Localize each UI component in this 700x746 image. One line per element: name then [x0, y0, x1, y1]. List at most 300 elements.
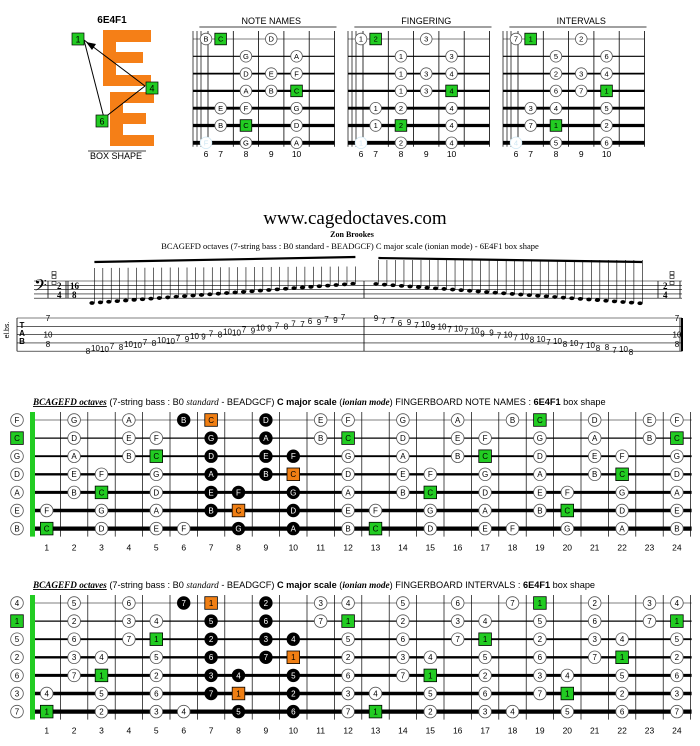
mini-note-label: C: [243, 121, 249, 131]
tab-number: 8: [529, 335, 535, 345]
board-fret-number: 15: [425, 542, 436, 553]
board-note-label: F: [510, 524, 515, 534]
board-note-label: 3: [537, 671, 543, 681]
site-title: www.cagedoctaves.com: [263, 208, 447, 229]
mini-note-label: F: [243, 103, 249, 113]
board-note-label: C: [537, 415, 543, 425]
mini-note-label: 6: [604, 138, 609, 148]
mini-note-label: E: [268, 69, 274, 79]
score-note: [476, 290, 481, 294]
board-note-label: F: [153, 433, 159, 443]
tab-chord-end: 7: [674, 314, 680, 323]
board-note-label: 1: [373, 707, 378, 717]
board-note-label: 1: [208, 598, 214, 608]
board-note-label: E: [537, 488, 543, 498]
score-note: [637, 301, 642, 305]
score-note: [199, 293, 204, 297]
board-note-label: D: [400, 433, 406, 443]
board-fret-number: 21: [589, 725, 600, 736]
score-note: [174, 295, 179, 299]
shape-e-top-bar: [103, 30, 151, 42]
tab-number: 9: [489, 328, 494, 338]
board-note-label: A: [126, 415, 132, 425]
score-note: [544, 295, 549, 299]
box-shape-panel: [72, 15, 158, 161]
score-note: [350, 282, 355, 286]
board-nut: [30, 412, 35, 537]
board-fret-number: 4: [126, 542, 132, 553]
board-note-label: B: [455, 452, 461, 462]
score-note: [216, 292, 221, 296]
time-sig-bottom: 4: [57, 290, 62, 300]
score-note: [450, 288, 455, 292]
board-note-label: 3: [455, 616, 460, 626]
board-note-label: E: [592, 452, 598, 462]
mini-note-label: 1: [358, 138, 364, 148]
mini-fret-number: 8: [398, 149, 404, 159]
mini-note-label: C: [293, 86, 300, 96]
mini-note-label: C: [217, 34, 224, 44]
tab-number: 7: [300, 320, 305, 330]
board-note-label: A: [619, 524, 625, 534]
board-fret-number: 8: [236, 725, 241, 736]
tab-number: 10: [166, 336, 175, 346]
board-note-label: 1: [345, 616, 351, 626]
tab-number: 8: [562, 339, 568, 349]
board-fret-number: 1: [44, 542, 50, 553]
board-note-label: A: [290, 524, 296, 534]
tab-number: 10: [157, 335, 166, 345]
board-note-label: 4: [510, 707, 515, 717]
mini-note-label: 4: [513, 138, 519, 148]
score-note: [493, 291, 498, 295]
board-fret-number: 21: [589, 542, 600, 553]
board-note-label: 3: [154, 707, 159, 717]
board-note-label: 7: [592, 653, 597, 663]
board-fret-number: 16: [452, 542, 463, 553]
tab-number: 7: [414, 321, 419, 331]
board-open-label: 3: [14, 689, 20, 699]
board-note-label: 1: [674, 616, 680, 626]
mini-fret-number: 8: [243, 149, 249, 159]
mini-fret-number: 7: [218, 149, 224, 159]
shape-arrowhead: [86, 42, 96, 50]
board-fret-number: 14: [398, 725, 408, 736]
board-fret-number: 13: [370, 542, 381, 553]
tab-number: 8: [85, 347, 91, 357]
board-title-part: BCAGEFD octaves: [33, 580, 107, 590]
board-fret-number: 17: [480, 725, 490, 736]
mini-note-label: A: [294, 52, 300, 61]
board-note-label: 2: [482, 671, 488, 681]
board-note-label: 1: [291, 653, 296, 663]
tab-number: 7: [546, 337, 551, 347]
board-fret-number: 24: [672, 725, 682, 736]
shape-name: 6E4F1: [97, 15, 127, 26]
board-open-label: D: [14, 470, 20, 480]
score-author: Zon Brookes: [330, 230, 374, 239]
board-note-label: 6: [126, 598, 132, 608]
board-note-label: B: [537, 506, 543, 516]
score-note: [140, 297, 145, 301]
mini-note-label: 3: [528, 103, 533, 113]
board-title-part: 6E4F1: [523, 580, 551, 590]
tab-number: 10: [124, 340, 133, 350]
score-note: [586, 298, 591, 302]
board-note-label: E: [674, 506, 680, 516]
tab-number: 8: [628, 348, 634, 358]
mini-note-label: 4: [449, 138, 454, 148]
board-note-label: E: [263, 452, 269, 462]
board-note-label: C: [98, 488, 105, 498]
score-note: [603, 299, 608, 303]
board-note-label: D: [153, 488, 160, 498]
board-note-label: 5: [291, 671, 296, 681]
board-note-label: G: [618, 488, 626, 498]
board-note-label: 1: [99, 671, 104, 681]
board-note-label: 5: [674, 635, 680, 645]
score-note: [291, 286, 296, 290]
mini-note-label: 5: [553, 138, 559, 148]
tab-number: 7: [241, 325, 247, 335]
board-title-part: 6E4F1: [533, 397, 561, 407]
score-note: [484, 290, 489, 294]
board-fret-number: 12: [343, 542, 353, 553]
tab-number: 7: [324, 315, 329, 325]
board-note-label: E: [400, 470, 406, 480]
board-note-label: 1: [154, 635, 159, 645]
score-note: [629, 301, 634, 305]
board-fret-number: 2: [71, 725, 77, 736]
score-beam: [378, 258, 642, 262]
tab-number: 10: [256, 323, 265, 333]
tab-number: 10: [586, 340, 595, 350]
mini-fret-number: 10: [601, 149, 612, 159]
mini-note-label: 1: [528, 34, 533, 44]
mini-note-label: 2: [398, 121, 404, 131]
board-title-part: (7-string bass : B0: [106, 580, 187, 590]
board-fret-number: 4: [126, 725, 132, 736]
board-note-label: 4: [99, 653, 104, 663]
board-note-label: F: [619, 452, 625, 462]
tab-number: 10: [190, 331, 199, 341]
mini-fret-number: 7: [373, 149, 379, 159]
board-note-label: 7: [510, 598, 515, 608]
board-fret-number: 18: [507, 725, 518, 736]
board-fret-number: 13: [370, 725, 381, 736]
board-fret-number: 19: [535, 725, 545, 736]
mini-note-label: 1: [553, 121, 559, 131]
board-note-label: 7: [181, 598, 186, 608]
tab-chord-end: 8: [674, 339, 680, 349]
board-note-label: 3: [71, 653, 77, 663]
board-note-label: 2: [674, 653, 680, 663]
board-note-label: B: [646, 433, 653, 443]
tab-number: 7: [612, 346, 617, 356]
board-title-part: standard: [186, 580, 219, 590]
score-note: [373, 282, 378, 286]
board-note-label: D: [290, 506, 297, 516]
mini-note-label: G: [293, 103, 300, 113]
board-note-label: F: [290, 452, 296, 462]
board-fret-number: 20: [562, 542, 573, 553]
shape-marker-label: 1: [75, 34, 81, 45]
board-note-label: E: [208, 488, 214, 498]
board-note-label: E: [126, 433, 132, 443]
board-note-label: G: [207, 433, 215, 443]
tab-number: 7: [175, 333, 181, 343]
board-open-label: A: [14, 488, 20, 498]
board-note-label: 6: [455, 598, 460, 608]
board-note-label: C: [290, 470, 297, 480]
mini-note-label: B: [203, 34, 209, 44]
board-note-label: 5: [154, 653, 159, 663]
board-note-label: C: [619, 470, 625, 480]
board-note-label: 6: [400, 635, 406, 645]
board-note-label: A: [537, 470, 543, 480]
mini-fret-number: 6: [358, 149, 364, 159]
board-note-label: A: [400, 452, 406, 462]
mini-fret-number: 9: [423, 149, 429, 159]
board-title-part: ionian mode: [342, 580, 390, 590]
mini-note-label: 1: [373, 103, 378, 113]
score-note: [283, 287, 288, 291]
score-note: [535, 294, 540, 298]
board-note-label: A: [345, 488, 351, 498]
board-note-label: 7: [71, 671, 77, 681]
score-note: [424, 286, 429, 290]
mini-note-label: 1: [604, 86, 609, 96]
mini-note-label: 2: [398, 138, 404, 148]
board-note-label: E: [318, 415, 324, 425]
board-note-label: 2: [291, 689, 296, 699]
board-note-label: 3: [482, 707, 488, 717]
tab-number: 7: [208, 329, 214, 339]
board-note-label: E: [345, 506, 351, 516]
score-note: [569, 296, 574, 300]
board-note-label: 4: [373, 689, 378, 699]
shape-letter-e-top: [103, 30, 151, 86]
board-nut: [30, 595, 35, 720]
board-note-label: A: [71, 452, 77, 462]
mini-note-label: F: [294, 69, 299, 79]
board-note-label: 6: [291, 707, 296, 717]
board-fret-number: 3: [99, 725, 104, 736]
tab-number: 8: [217, 330, 223, 340]
score-section: [4, 208, 682, 357]
mini-note-label: A: [243, 86, 249, 96]
board-note-label: B: [126, 452, 132, 462]
score-note: [157, 296, 162, 300]
board-fret-number: 17: [480, 542, 490, 553]
tab-number: 8: [604, 343, 610, 353]
board-fret-number: 7: [208, 542, 214, 553]
mini-note-label: 3: [424, 34, 429, 44]
score-note: [620, 300, 625, 304]
shape-letter-e-bottom: [110, 92, 154, 146]
mini-note-label: 1: [358, 34, 364, 44]
board-note-label: 4: [619, 635, 625, 645]
fingerboards: [11, 397, 692, 736]
tab-number: 8: [118, 343, 124, 353]
board-note-label: C: [153, 452, 160, 462]
board-note-label: A: [482, 506, 488, 516]
mini-note-label: 2: [604, 121, 609, 131]
board-note-label: 7: [126, 635, 132, 645]
mini-diagram-3: [503, 16, 647, 159]
chord-notehead: [670, 272, 674, 275]
board-note-label: D: [537, 452, 543, 462]
tab-number: 9: [201, 332, 206, 342]
board-open-label: 7: [14, 707, 20, 717]
board-open-label: F: [14, 415, 20, 425]
board-note-label: A: [263, 433, 269, 443]
tab-letter: B: [19, 337, 25, 346]
mini-note-label: 1: [398, 69, 404, 79]
score-note: [131, 298, 136, 302]
board-note-label: A: [208, 470, 214, 480]
score-note: [275, 287, 280, 291]
board-note-label: 1: [537, 598, 543, 608]
board-note-label: 4: [674, 598, 680, 608]
board-open-label: G: [13, 452, 21, 462]
score-note: [433, 286, 438, 290]
board-open-label: 6: [14, 671, 20, 681]
board-note-label: 6: [345, 671, 351, 681]
board-note-label: 4: [44, 689, 49, 699]
board-note-label: D: [345, 470, 351, 480]
tab-letter: T: [19, 321, 25, 330]
board-note-label: 3: [208, 671, 214, 681]
tab-number: 10: [553, 336, 562, 346]
board-note-label: A: [674, 488, 680, 498]
tab-number: 7: [381, 317, 386, 326]
mini-fret-number: 6: [513, 149, 519, 159]
board-note-label: F: [99, 470, 104, 480]
tab-number: 9: [333, 316, 338, 326]
score-note: [510, 292, 515, 296]
board-fret-number: 23: [644, 725, 655, 736]
mini-note-label: 7: [579, 86, 584, 96]
mini-note-label: 2: [373, 34, 378, 44]
board-note-label: 4: [565, 671, 570, 681]
shape-e-top-bottom: [103, 75, 151, 86]
time-sig-mid-top: 16: [70, 281, 79, 291]
shape-arrow-2: [84, 40, 104, 118]
board-note-label: 5: [428, 689, 433, 699]
mini-note-label: 4: [449, 69, 454, 79]
board-fret-number: 1: [44, 725, 50, 736]
mini-note-label: F: [203, 138, 209, 148]
score-note: [407, 285, 412, 289]
board-note-label: 1: [44, 707, 49, 717]
board-fret-number: 16: [452, 725, 463, 736]
tab-number: 10: [232, 328, 241, 338]
board-open-label: E: [14, 506, 20, 516]
tab-number: 10: [520, 332, 529, 342]
board-title-part: ionian mode: [342, 397, 390, 407]
score-note: [561, 296, 566, 300]
board-note-label: C: [345, 433, 351, 443]
mini-note-label: G: [243, 52, 249, 61]
mini-note-label: 4: [449, 86, 454, 96]
mini-note-label: 7: [513, 34, 519, 44]
tab-number: 7: [496, 331, 502, 341]
board-note-label: G: [290, 488, 297, 498]
fingerboard-2: [11, 580, 692, 736]
board-note-label: D: [482, 488, 488, 498]
board-title-part: (: [336, 397, 343, 407]
tab-number: 8: [595, 343, 601, 353]
mini-note-label: G: [243, 138, 249, 148]
board-note-label: F: [427, 470, 433, 480]
tab-chord-start: 8: [45, 339, 51, 349]
score-note: [308, 285, 313, 289]
mini-note-label: 6: [553, 86, 559, 96]
score-note: [527, 293, 532, 297]
board-note-label: 5: [345, 635, 351, 645]
score-note: [342, 283, 347, 287]
board-title-part: C major scale: [276, 397, 337, 407]
board-note-label: B: [400, 488, 406, 498]
tab-number: 7: [142, 337, 148, 347]
board-note-label: E: [482, 524, 488, 534]
tab-number: 10: [100, 345, 109, 355]
score-note: [123, 299, 128, 303]
board-note-label: B: [181, 415, 187, 425]
score-note: [115, 299, 120, 303]
tab-number: 9: [406, 318, 412, 328]
board-fret-number: 11: [316, 725, 326, 736]
score-note: [390, 283, 395, 287]
shape-e-bot-bottom: [110, 135, 154, 146]
board-fret-number: 9: [263, 542, 269, 553]
mini-fret-number: 10: [446, 149, 457, 159]
tab-number: 9: [430, 323, 436, 333]
board-fret-number: 19: [535, 542, 545, 553]
board-fret-number: 22: [617, 542, 627, 553]
board-note-label: 4: [236, 671, 241, 681]
score-note: [89, 301, 94, 305]
board-note-label: G: [344, 452, 352, 462]
board-note-label: 2: [619, 689, 625, 699]
chord-notehead: [52, 282, 56, 285]
score-note: [258, 289, 263, 293]
board-note-label: C: [372, 524, 379, 534]
board-note-label: B: [592, 470, 598, 480]
board-note-label: B: [509, 415, 516, 425]
board-note-label: 6: [482, 689, 488, 699]
mini-fret-number: 9: [268, 149, 274, 159]
board-fret-number: 6: [181, 542, 187, 553]
board-note-label: C: [674, 433, 680, 443]
mini-note-label: B: [268, 86, 274, 96]
board-title-part: standard: [186, 397, 219, 407]
shape-marker-label: 4: [149, 83, 155, 94]
score-note: [266, 288, 271, 292]
instrument-label: el.bs.: [4, 321, 11, 339]
score-note: [325, 284, 330, 288]
score-note: [190, 294, 195, 298]
board-note-label: 4: [345, 598, 351, 608]
mini-fret-number: 7: [528, 149, 534, 159]
board-note-label: 3: [400, 653, 406, 663]
shape-e-top-mid: [103, 52, 143, 63]
chord-notehead: [670, 282, 674, 285]
board-note-label: 6: [674, 671, 680, 681]
mini-note-label: E: [218, 103, 224, 113]
time-sig-end-bottom: 4: [663, 290, 668, 300]
